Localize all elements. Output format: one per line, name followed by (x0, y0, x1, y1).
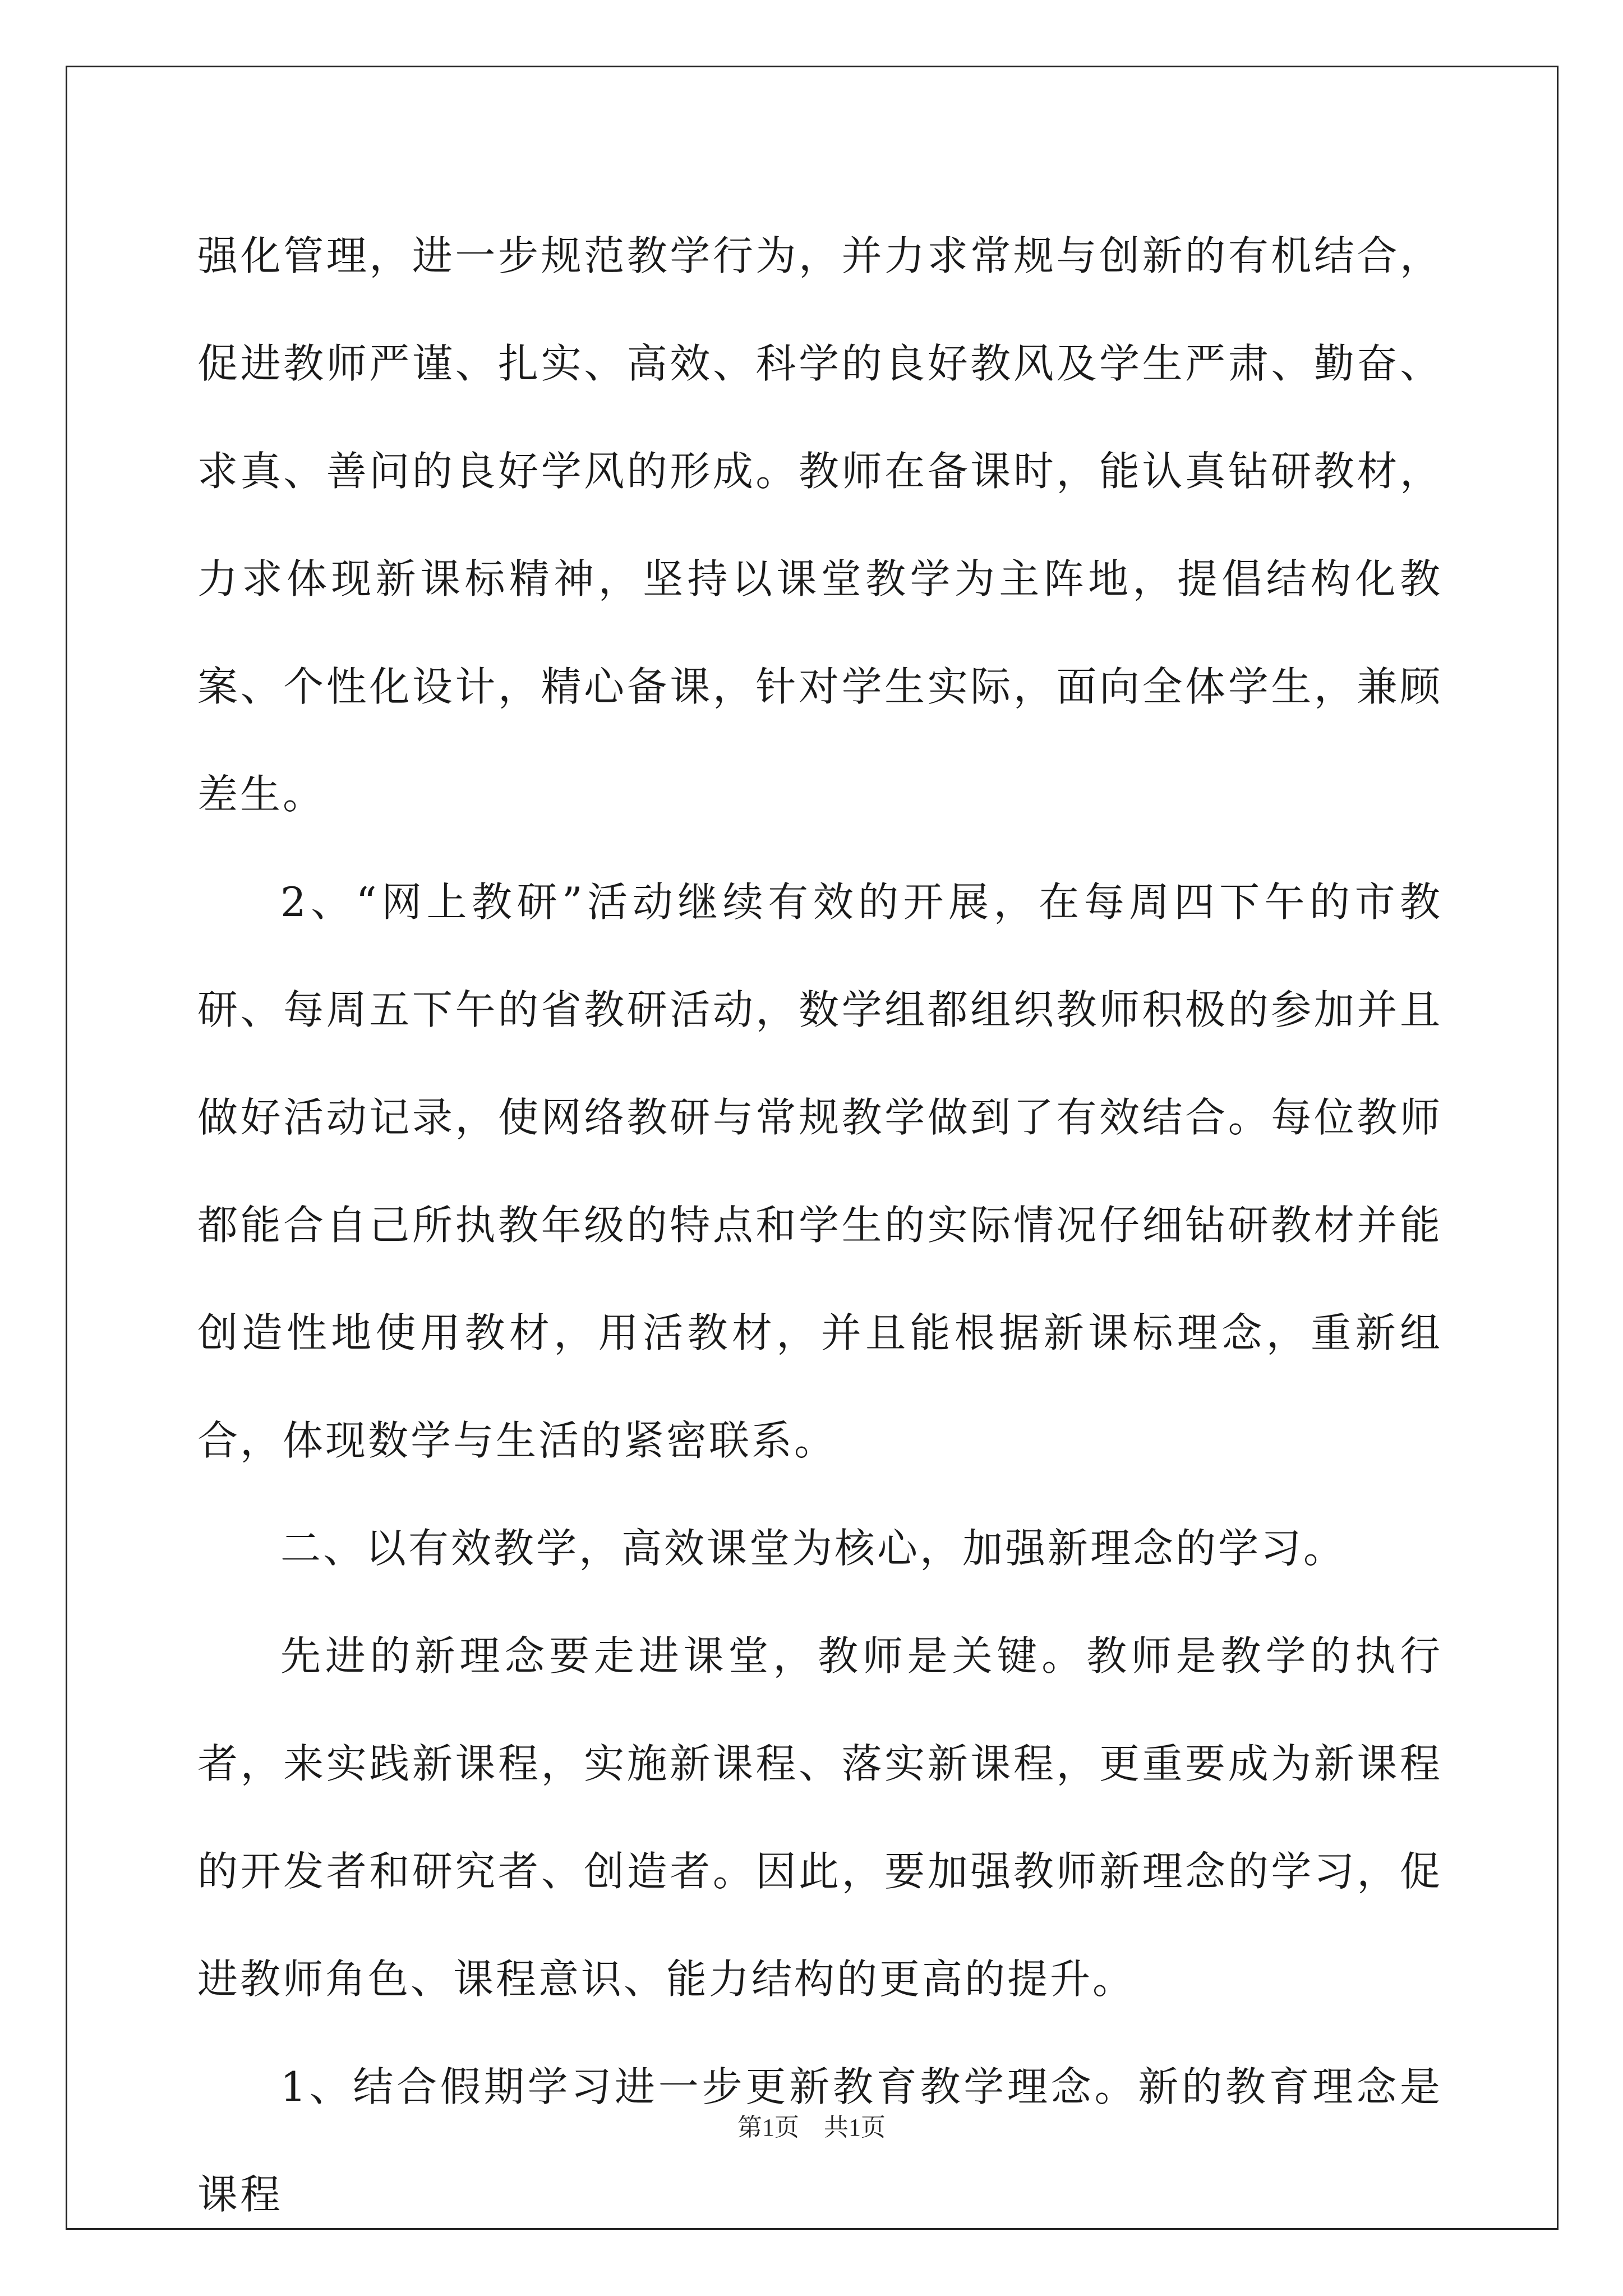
paragraph-3: 先进的新理念要走进课堂，教师是关键。教师是教学的执行者，来实践新课程，实施新课程、落实新课程，更重要成为新课程的开发者和研究者、创造者。因此，要加强教师新理念的学习，促进教师角色、课程意识、能力结构的更高的提升。 (197, 1632, 1442, 2003)
paragraph-1: 强化管理，进一步规范教学行为，并力求常规与创新的有机结合，促进教师严谨、扎实、高效、科学的良好教风及学生严肃、勤奋、求真、善问的良好学风的形成。教师在备课时，能认真钻研教材，力求体现新课标精神，坚持以课堂教学为主阵地，提倡结构化教案、个性化设计，精心备课，针对学生实际，面向全体学生，兼顾差生。 (197, 232, 1442, 818)
paragraph-2: 2、“网上教研”活动继续有效的开展，在每周四下午的市教研、每周五下午的省教研活动，数学组都组织教师积极的参加并且做好活动记录，使网络教研与常规教学做到了有效结合。每位教师都能合自己所执教年级的特点和学生的实际情况仔细钻研教材并能创造性地使用教材，用活教材，并且能根据新课标理念，重新组合，体现数学与生活的紧密联系。 (197, 878, 1442, 1464)
paragraph-4: 1、结合假期学习进一步更新教育教学理念。新的教育理念是课程 (197, 2063, 1442, 2218)
page-number-footer: 第1页 共1页 (737, 2114, 886, 2141)
document-body (197, 202, 1442, 2248)
section-heading: 二、以有效教学，高效课堂为核心，加强新理念的学习。 (280, 1525, 1347, 1572)
